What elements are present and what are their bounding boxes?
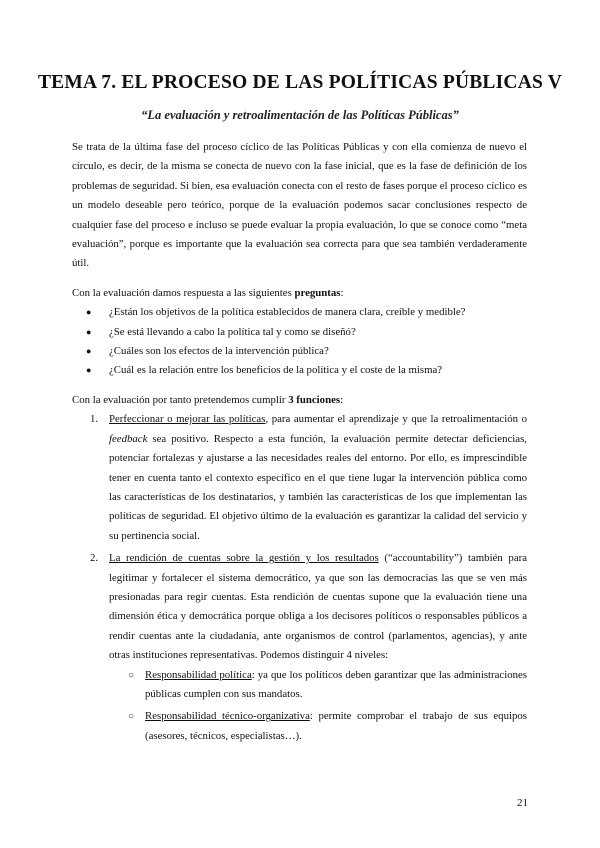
list-item: [72, 323, 527, 342]
level-label: Responsabilidad técnico-organizativa: [145, 710, 310, 723]
function-text: sea positivo. Respecto a esta función, la evaluación permite detectar deficiencias, potenciar fortalezas y ajustarse a las necesidades reales del entorno. Por ello, es imprescindible tener en cuenta tanto el contexto específico en el que tiene lugar la intervención pública como las características de los destinatarios, y también las características de los que implementan las políticas de seguridad. El objetivo último de la evaluación es garantizar la calidad del servicio y su pertinencia social.: [109, 432, 527, 542]
functions-list: [72, 410, 527, 746]
list-item: [72, 361, 527, 380]
function-item-2: [72, 549, 527, 746]
list-item: [72, 342, 527, 361]
function-italic-term: feedback: [109, 432, 148, 445]
questions-intro: [72, 284, 527, 303]
question-text: ¿Cuáles son los efectos de la intervención pública?: [109, 345, 329, 358]
question-text: ¿Se está llevando a cabo la política tal y como se diseñó?: [109, 325, 356, 338]
circle-bullet-icon: ○: [128, 711, 135, 723]
list-item: [109, 666, 527, 705]
level-text: : permite comprobar el trabajo de sus equipos (asesores, técnicos, especialistas…).: [145, 710, 527, 742]
questions-intro-colon: :: [340, 286, 344, 299]
functions-intro-bold: 3 funciones: [288, 393, 341, 406]
function-text: , para aumentar el aprendizaje y que la retroalimentación o: [265, 413, 527, 426]
document-body: [72, 138, 527, 746]
bullet-icon: ●: [86, 365, 92, 376]
function-number: 1.: [90, 413, 99, 426]
level-label: Responsabilidad política: [145, 668, 252, 681]
question-text: ¿Cuál es la relación entre los beneficios de la política y el coste de la misma?: [109, 364, 443, 377]
intro-paragraph: Se trata de la última fase del proceso cíclico de las Políticas Públicas y con ella comienza de nuevo el círculo, es decir, de la misma se conecta de nuevo con la fase inicial, que es la fase de definición de los problemas de seguridad. Si bien, esa evaluación conecta con el resto de fases porque el proceso cíclico es un modelo deseable pero teórico, porque de la evaluación podemos sacar conclusiones respecto de cualquier fase del proceso e incluso se puede evaluar la propia evaluación, lo que se conoce como “meta evaluación”, porque es importante que la evaluación sea correcta para que sea también verdaderamente útil.: [72, 141, 527, 270]
functions-intro: [72, 391, 527, 410]
bullet-icon: ●: [86, 326, 92, 337]
questions-intro-bold: preguntas: [294, 286, 341, 299]
level-text: : ya que los políticos deben garantizar que las administraciones públicas cumplen con sus mandatos.: [145, 668, 528, 700]
function-number: 2.: [90, 552, 99, 565]
function-heading: La rendición de cuentas sobre la gestión y los resultados: [109, 552, 379, 565]
question-text: ¿Están los objetivos de la política establecidos de manera clara, creíble y medible?: [109, 306, 466, 319]
function-heading: Perfeccionar o mejorar las políticas: [109, 413, 266, 426]
functions-intro-colon: :: [340, 393, 344, 406]
bullet-icon: ●: [86, 307, 92, 318]
page-title: TEMA 7. EL PROCESO DE LAS POLÍTICAS PÚBLICAS V: [37, 72, 563, 93]
function-text: (“accountability”) también para legitimar y fortalecer el sistema democrático, ya que son las democracias las que se ven más presionadas para regir cuentas. Esta rendición de cuentas supone que la evaluación tiene una dimensión ética y democrática porque obliga a los decisores políticos o responsables públicos a rendir cuentas ante la ciudadanía, ante organismos de control (parlamentos, agencias), y ante otras instituciones representativas. Podemos distinguir 4 niveles:: [109, 552, 527, 662]
circle-bullet-icon: ○: [128, 669, 135, 681]
functions-intro-text: Con la evaluación por tanto pretendemos cumplir: [72, 393, 289, 406]
bullet-icon: ●: [86, 346, 92, 357]
list-item: [109, 707, 527, 746]
page-subtitle: “La evaluación y retroalimentación de las Políticas Públicas”: [141, 108, 459, 122]
page-number: 21: [517, 797, 528, 809]
questions-list: [72, 303, 527, 381]
questions-intro-text: Con la evaluación damos respuesta a las siguientes: [72, 286, 295, 299]
list-item: [72, 303, 527, 322]
responsibility-levels-list: [109, 666, 527, 747]
function-item-1: [72, 410, 527, 546]
